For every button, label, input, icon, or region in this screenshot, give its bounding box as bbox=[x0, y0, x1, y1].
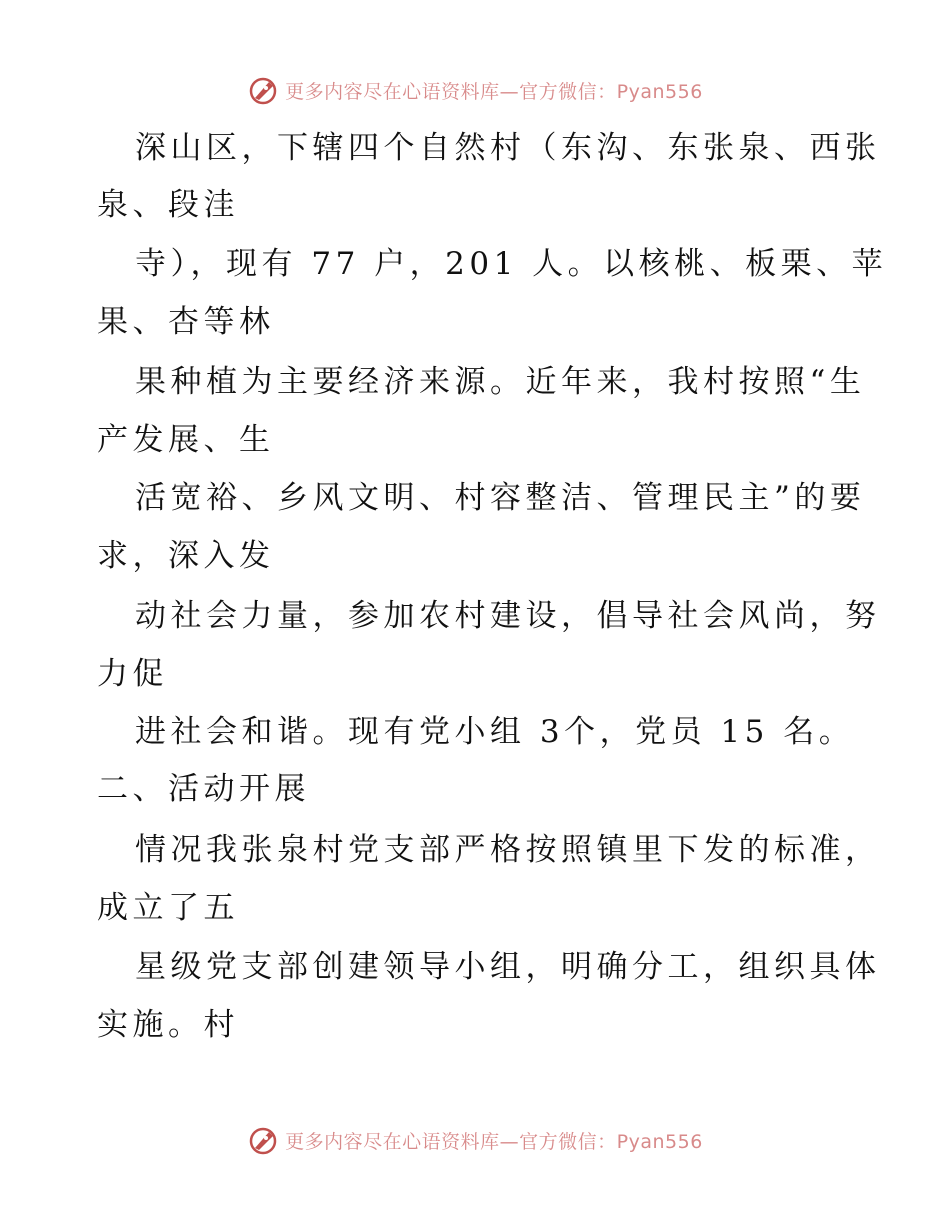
watermark-text: 更多内容尽在心语资料库—官方微信：Pyan556 bbox=[285, 1130, 703, 1153]
header-watermark bbox=[0, 70, 950, 110]
paragraph-line: 泉、段洼 bbox=[97, 187, 239, 223]
paragraph-line: 成立了五 bbox=[97, 890, 239, 926]
paragraph-line: 寺），现有 77 户，201 人。以核桃、板栗、苹 bbox=[135, 246, 888, 282]
section-heading: 二、活动开展 bbox=[97, 771, 310, 807]
paragraph-line: 活宽裕、乡风文明、村容整洁、管理民主”的要 bbox=[135, 480, 866, 516]
paragraph-line: 求，深入发 bbox=[97, 538, 275, 574]
paragraph-line: 情况我张泉村党支部严格按照镇里下发的标准， bbox=[135, 832, 881, 868]
paragraph-line: 实施。村 bbox=[97, 1007, 239, 1043]
paragraph-line: 动社会力量，参加农村建设，倡导社会风尚，努 bbox=[135, 598, 881, 634]
pen-nib-logo-icon bbox=[247, 1124, 279, 1156]
paragraph-line: 星级党支部创建领导小组，明确分工，组织具体 bbox=[135, 949, 881, 985]
paragraph-line: 力促 bbox=[97, 656, 168, 692]
paragraph-line: 进社会和谐。现有党小组 3个，党员 15 名。 bbox=[135, 714, 855, 750]
paragraph-line: 果、杏等林 bbox=[97, 304, 275, 340]
paragraph-line: 深山区，下辖四个自然村（东沟、东张泉、西张 bbox=[135, 130, 881, 166]
watermark-text: 更多内容尽在心语资料库—官方微信：Pyan556 bbox=[285, 80, 703, 103]
footer-watermark bbox=[0, 1120, 950, 1160]
pen-nib-logo-icon bbox=[247, 74, 279, 106]
paragraph-line: 果种植为主要经济来源。近年来，我村按照“生 bbox=[135, 364, 866, 400]
paragraph-line: 产发展、生 bbox=[97, 422, 275, 458]
